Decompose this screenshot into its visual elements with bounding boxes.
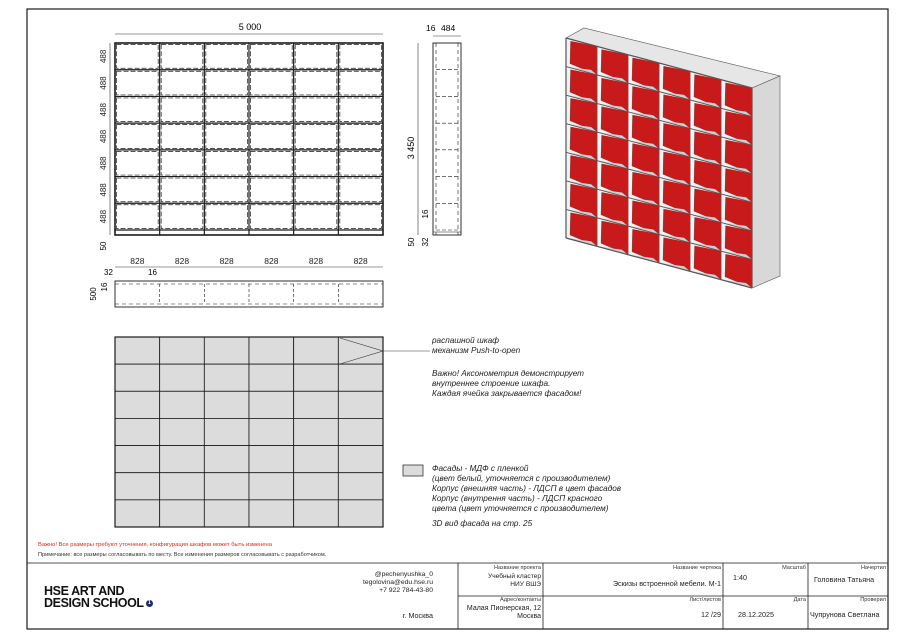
front-cell — [117, 98, 159, 122]
side-shelves — [436, 70, 458, 230]
front-cell — [161, 45, 203, 69]
address-value: Малая Пионерская, 12 Москва — [466, 605, 541, 620]
front-row-dim: 488 — [99, 76, 108, 90]
front-cell — [117, 45, 159, 69]
legend-line4: Корпус (внутрення часть) - ЛДСП красного — [432, 494, 603, 503]
facade-door — [294, 337, 339, 364]
front-cell — [117, 125, 159, 149]
front-cell — [206, 178, 248, 202]
top-depth-dim-16: 16 — [100, 282, 109, 292]
facade-door — [115, 391, 160, 418]
front-row-dim: 488 — [99, 49, 108, 64]
top-col-dim: 828 — [219, 256, 234, 266]
front-bottom-dim: 50 — [99, 241, 108, 251]
side-bottom-dim-50: 50 — [407, 237, 416, 247]
front-cell — [161, 151, 203, 175]
top-col-dims — [130, 256, 368, 266]
front-cell — [295, 151, 337, 175]
facade-door — [160, 500, 205, 527]
front-cell — [251, 178, 293, 202]
front-cell — [251, 151, 293, 175]
front-cell — [295, 71, 337, 95]
contact-name: @pechenyushka_0 — [374, 571, 433, 578]
scale-value: 1:40 — [733, 573, 747, 582]
facade-door — [160, 418, 205, 445]
front-cell — [251, 71, 293, 95]
top-col-dim: 828 — [353, 256, 368, 266]
front-cell — [161, 71, 203, 95]
facade-door — [115, 364, 160, 391]
facade-door — [294, 391, 339, 418]
front-cell — [206, 205, 248, 229]
side-dim-16: 16 — [426, 23, 436, 33]
facade-door — [204, 446, 249, 473]
axo-right-face — [752, 76, 780, 288]
facade-door — [294, 446, 339, 473]
facade-door — [249, 418, 294, 445]
address-label: Адрес/контакты — [500, 597, 541, 603]
sheets-value: 12 /29 — [701, 610, 721, 619]
front-cell — [295, 45, 337, 69]
front-cell — [117, 71, 159, 95]
facade-door — [115, 337, 160, 364]
facade-view — [115, 337, 383, 527]
top-dim-32: 32 — [104, 268, 113, 277]
front-cell — [206, 45, 248, 69]
facade-door — [294, 418, 339, 445]
side-height-dim: 3 450 — [406, 136, 416, 160]
front-row-dim: 488 — [99, 183, 108, 197]
facade-door — [204, 500, 249, 527]
top-depth-dim-500: 500 — [89, 287, 98, 301]
facade-door — [160, 337, 205, 364]
facade-door — [338, 473, 383, 500]
facade-door — [249, 364, 294, 391]
front-cell — [340, 178, 382, 202]
drawn-value: Головина Татьяна — [814, 575, 875, 584]
front-row-dim: 488 — [99, 103, 108, 117]
front-row-dims — [99, 43, 110, 235]
door-note — [432, 336, 520, 356]
facade-door — [160, 446, 205, 473]
front-cell — [206, 71, 248, 95]
facade-door — [294, 364, 339, 391]
front-cell — [295, 98, 337, 122]
front-cell — [251, 45, 293, 69]
important-line1: Важно! Аксонометрия демонстрирует — [432, 369, 584, 378]
legend-line1: Фасады - МДФ с пленкой — [432, 464, 529, 473]
logo-line1: HSE ART AND — [44, 584, 125, 598]
front-cell — [117, 151, 159, 175]
front-cell — [295, 178, 337, 202]
facade-door — [160, 473, 205, 500]
facade-door — [204, 391, 249, 418]
front-cell — [295, 205, 337, 229]
warning-note: Важно! Все размеры требуют уточнения, конфигурация шкафов может быть изменена — [38, 542, 272, 548]
facade-door — [204, 337, 249, 364]
front-cell — [340, 45, 382, 69]
side-dim-484: 484 — [441, 23, 456, 33]
facade-door — [249, 500, 294, 527]
facade-door — [160, 364, 205, 391]
facade-door — [115, 473, 160, 500]
top-col-dim: 828 — [130, 256, 145, 266]
front-cell — [251, 205, 293, 229]
front-cell — [251, 98, 293, 122]
facade-door — [249, 473, 294, 500]
facade-door — [249, 337, 294, 364]
facade-door — [338, 418, 383, 445]
front-cell — [161, 98, 203, 122]
view-3d-note: 3D вид фасада на стр. 25 — [432, 519, 533, 528]
front-row-dim: 488 — [99, 156, 108, 170]
front-cell — [340, 205, 382, 229]
side-bottom-dim-32: 32 — [421, 237, 430, 247]
top-partitions — [160, 284, 339, 304]
drawn-label: Начертил — [861, 565, 886, 571]
front-cell — [117, 205, 159, 229]
top-col-dim: 828 — [174, 256, 190, 266]
facade-door — [338, 500, 383, 527]
front-width-dim: 5 000 — [238, 22, 262, 32]
facade-door — [115, 500, 160, 527]
front-cell — [340, 71, 382, 95]
school-logo — [44, 585, 153, 609]
side-view — [433, 43, 461, 235]
front-cell — [251, 125, 293, 149]
facade-door — [294, 500, 339, 527]
facade-door — [249, 391, 294, 418]
legend-line3: Корпус (внешняя часть) - ЛДСП в цвет фасадов — [432, 484, 622, 493]
facade-door — [338, 391, 383, 418]
legend-line5: цвета (цвет уточняется с производителем) — [432, 504, 609, 513]
top-dim-16: 16 — [148, 268, 157, 277]
front-view — [115, 43, 383, 235]
scale-label: Масштаб — [782, 565, 806, 571]
door-note-line2: механизм Push-to-open — [432, 346, 521, 355]
contact-email: tegolovina@edu.hse.ru — [362, 579, 433, 586]
important-note — [432, 369, 584, 399]
top-col-dim: 828 — [264, 256, 279, 266]
project-label: Название проекта — [493, 565, 541, 571]
logo-badge-icon: 1 — [146, 600, 153, 607]
checked-value: Чупрунова Светлана — [810, 610, 880, 619]
date-label: Дата — [793, 597, 806, 603]
facade-door — [338, 446, 383, 473]
legend-facade-swatch — [403, 465, 423, 476]
remark-note: Примечание: все размеры согласовывать по месту. Все изменения размеров согласовывать с разработчиком. — [38, 552, 327, 558]
important-line3: Каждая ячейка закрывается фасадом! — [432, 389, 582, 398]
facade-door — [294, 473, 339, 500]
front-row-dim: 488 — [99, 209, 108, 224]
drawing-label: Название чертежа — [673, 565, 721, 571]
front-cell — [161, 178, 203, 202]
facade-door — [160, 391, 205, 418]
important-line2: внутреннее строение шкафа. — [432, 379, 551, 388]
date-value: 28.12.2025 — [738, 610, 774, 619]
facade-door — [204, 473, 249, 500]
front-cell — [206, 151, 248, 175]
facade-door — [338, 337, 383, 364]
front-cell — [206, 98, 248, 122]
front-cell — [161, 125, 203, 149]
front-cell — [340, 98, 382, 122]
facade-door — [204, 418, 249, 445]
facade-door — [115, 418, 160, 445]
facade-door — [204, 364, 249, 391]
contacts — [300, 571, 433, 595]
logo-line2: DESIGN SCHOOL 1 — [44, 597, 153, 609]
facade-door — [338, 364, 383, 391]
checked-label: Проверил — [860, 597, 886, 603]
door-note-line1: распашной шкаф — [432, 336, 499, 345]
front-row-dim: 488 — [99, 129, 108, 144]
drawing-value: Эскизы встроенной мебели. М-1 — [612, 579, 721, 588]
project-value: Учебный кластер НИУ ВШЭ — [488, 573, 541, 588]
front-cell — [295, 125, 337, 149]
front-cell — [117, 178, 159, 202]
front-cell — [340, 125, 382, 149]
top-col-dim: 828 — [308, 256, 324, 266]
axonometric-view — [566, 28, 780, 288]
materials-legend — [432, 464, 621, 514]
facade-door — [115, 446, 160, 473]
legend-line2: (цвет белый, уточняется с производителем) — [432, 474, 611, 483]
front-cell — [161, 205, 203, 229]
facade-door — [249, 446, 294, 473]
sheets-label: Лист/листов — [689, 597, 721, 603]
city: г. Москва — [402, 611, 433, 620]
contact-phone: +7 922 784-43-80 — [379, 587, 433, 594]
front-cell — [206, 125, 248, 149]
front-cell — [340, 151, 382, 175]
side-inner-dim: 16 — [421, 209, 430, 219]
